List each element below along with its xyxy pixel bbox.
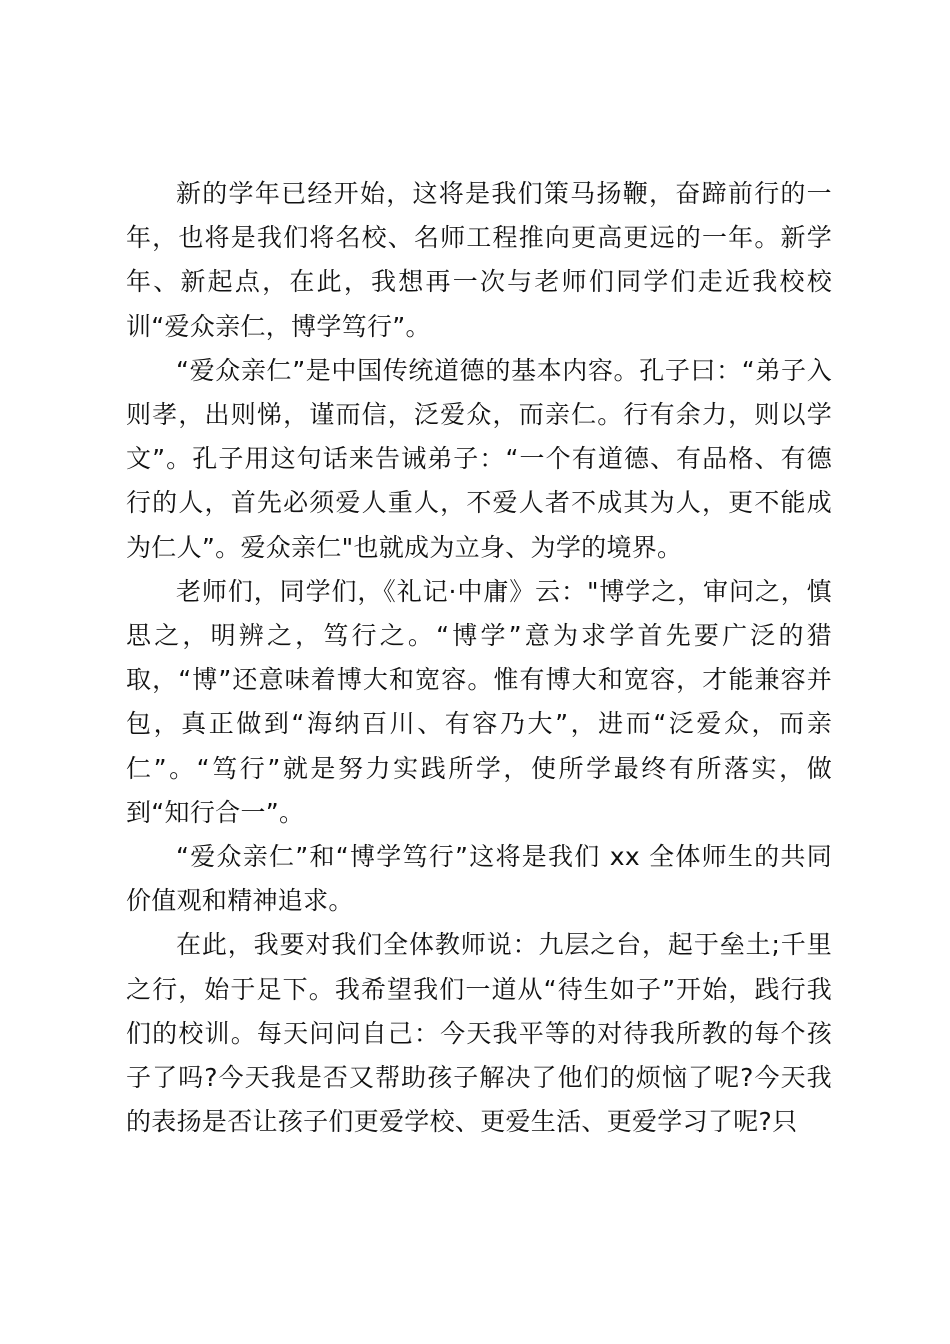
paragraph-teachers: 在此，我要对我们全体教师说：九层之台，起于垒土;千里之行，始于足下。我希望我们一道从“待生如子”开始，践行我们的校训。每天问问自己：今天我平等的对待我所教的每个孩子了吗?今天我是否又帮助孩子解决了他们的烦恼了呢?今天我的表扬是否让孩子们更爱学校、更爱生活、更爱学习了呢?只 (126, 930, 832, 1137)
paragraph-opening: 新的学年已经开始，这将是我们策马扬鞭，奋蹄前行的一年，也将是我们将名校、名师工程推向更高更远的一年。新学年、新起点，在此，我想再一次与老师们同学们走近我校校训“爱众亲仁，博学笃行”。 (126, 179, 832, 341)
paragraph-aizhong-qinren: “爱众亲仁”是中国传统道德的基本内容。孔子曰：“弟子入则孝，出则悌，谨而信，泛爱众，而亲仁。行有余力，则以学文”。孔子用这句话来告诫弟子：“一个有道德、有品格、有德行的人，首先必须爱人重人，不爱人者不成其为人，更不能成为仁人”。爱众亲仁"也就成为立身、为学的境界。 (126, 355, 832, 562)
document-body (126, 172, 832, 1144)
paragraph-shared-values: “爱众亲仁”和“博学笃行”这将是我们 xx 全体师生的共同价值观和精神追求。 (126, 842, 832, 916)
paragraph-boxue-duxing: 老师们，同学们，《礼记·中庸》云："博学之，审问之，慎思之，明辨之，笃行之。“博学”意为求学首先要广泛的猎取，“博”还意味着博大和宽容。惟有博大和宽容，才能兼容并包，真正做到“海纳百川、有容乃大”，进而“泛爱众，而亲仁”。“笃行”就是努力实践所学，使所学最终有所落实，做到“知行合一”。 (126, 576, 832, 827)
